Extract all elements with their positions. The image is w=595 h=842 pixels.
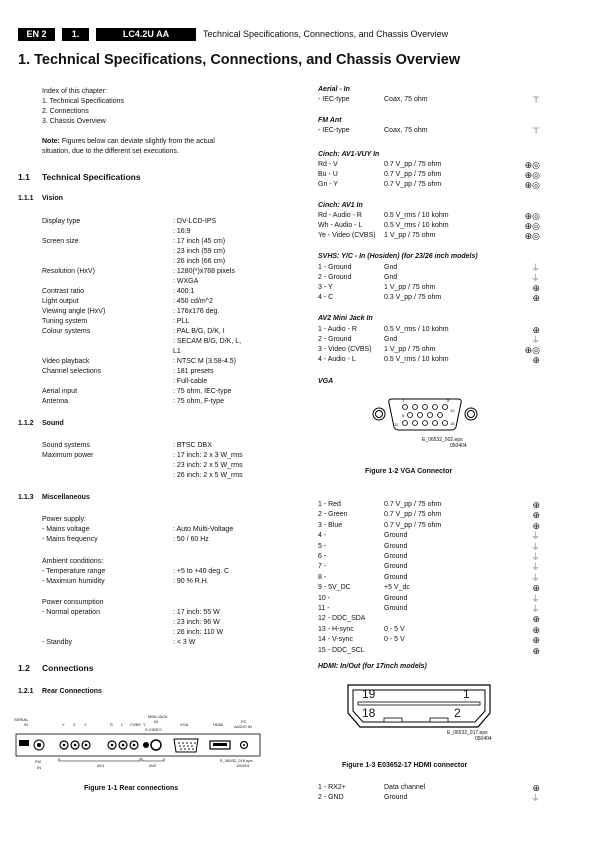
pin-desc: 0.7 V_pp / 75 ohm	[384, 171, 442, 178]
pin-desc: Ground	[384, 794, 408, 801]
table-title: FM Ant	[318, 117, 342, 124]
pin-name: 2 - Ground	[318, 274, 352, 281]
pin-desc: +5 V_dc	[384, 584, 410, 592]
pin-desc: 0.5 V_rms / 10 kohm	[384, 326, 449, 333]
pin-name: 2 - Ground	[318, 336, 352, 343]
hdmi-connector-figure	[340, 683, 500, 748]
hdmi-pin-label: 1	[463, 687, 470, 701]
spec-row	[42, 451, 292, 461]
spec-value: : PAL B/G, D/K, I	[173, 328, 225, 335]
spec-label: Screen size	[42, 238, 79, 245]
pin-desc: 1 V_pp / 75 ohm	[384, 232, 436, 239]
spec-value: : 16:9	[173, 228, 191, 235]
pin-name: 3 - Blue	[318, 521, 343, 529]
vga-pin-label: 10	[450, 408, 455, 413]
spec-row	[42, 347, 292, 357]
table-title: AV2 Mini Jack In	[318, 315, 373, 322]
pin-name: 7 -	[318, 563, 327, 571]
ground-icon: ⏚	[530, 604, 540, 614]
spec-label: Display type	[42, 218, 81, 225]
label-serial-in: IN	[24, 722, 28, 727]
section-title: Connections	[42, 663, 94, 673]
pin-name: 3 - Video (CVBS)	[318, 346, 372, 353]
pin-desc: 1 V_pp / 75 ohm	[384, 284, 436, 291]
vga-pin-label: 11	[394, 422, 399, 427]
pin-desc: 0.5 V_rms / 10 kohm	[384, 356, 449, 363]
pin-name: 4 - C	[318, 294, 334, 301]
spec-value: : 75 ohm, F-type	[173, 398, 224, 405]
cinch-icon: ⊕◎	[524, 170, 540, 180]
pin-desc: Ground	[384, 553, 408, 560]
spec-value: : NTSC M (3.58-4.5)	[173, 358, 237, 365]
ground-icon: ⏚	[530, 335, 540, 345]
pin-desc: 0.7 V_pp / 75 ohm	[384, 181, 442, 188]
jack-icon: ⊕	[532, 614, 540, 625]
table-title: Cinch: AV1-VUY In	[318, 151, 380, 158]
spec-value: : 90 % R.H.	[173, 578, 209, 585]
spec-value: : 17 inch: 2 x 3 W_rms	[173, 452, 243, 459]
spec-label: Channel selections	[42, 368, 102, 375]
spec-value: : 450 cd/m^2	[173, 298, 213, 305]
spec-value: : Auto Multi-Voltage	[173, 526, 234, 533]
spec-row	[42, 297, 292, 307]
spec-label: - Normal operation	[42, 609, 100, 616]
jack-icon: ⊕	[532, 500, 540, 510]
pin-desc: Ground	[384, 542, 408, 550]
spec-value: : 400:1	[173, 288, 195, 295]
spec-row	[42, 357, 292, 367]
pin-name: Bu - U	[318, 171, 338, 178]
label-l: L	[121, 722, 124, 727]
pin-name: 6 -	[318, 553, 327, 560]
spec-value: : 176x176 deg.	[173, 308, 220, 315]
spec-label: Maximum power	[42, 452, 94, 459]
section-number: 1.1	[18, 172, 30, 182]
pin-desc: 0 - 5 V	[384, 636, 405, 644]
vga-pin-label: 15	[450, 421, 455, 426]
spec-value: : 26 inch (66 cm)	[173, 258, 226, 265]
vga-date: 050404	[450, 443, 467, 449]
pin-desc: 0.7 V_pp / 75 ohm	[384, 511, 442, 519]
pin-desc: 0.7 V_pp / 75 ohm	[384, 521, 442, 529]
spec-label: Tuning system	[42, 318, 88, 325]
subsection-title: Sound	[42, 420, 64, 427]
table-title: Aerial - In	[318, 86, 350, 93]
pin-desc: Gnd	[384, 336, 398, 343]
ground-icon: ⏚	[530, 531, 540, 542]
spec-value: : WXGA	[173, 278, 199, 285]
spec-row	[42, 227, 292, 237]
subsection-number: 1.1.2	[18, 420, 34, 427]
spec-value: : +5 to +40 deg. C	[173, 568, 230, 575]
spec-value: : 75 ohm, IEC-type	[173, 388, 232, 395]
label-y2: Y	[84, 722, 87, 727]
vga-pin-label: 1	[402, 398, 405, 403]
spec-value: : 1280(*)x768 pixels	[173, 268, 235, 275]
model-code: LC4.2U AA	[96, 28, 196, 41]
jack-icon: ⊕	[532, 293, 540, 303]
jack-icon: ⊕	[532, 325, 540, 335]
ground-icon: ⏚	[530, 273, 540, 283]
ground-icon: ⏚	[530, 552, 540, 562]
pin-name: 1 - Audio - R	[318, 326, 357, 333]
spec-row	[42, 307, 292, 317]
spec-label: Colour systems	[42, 328, 91, 335]
pin-name: 14 - V-sync	[318, 636, 354, 644]
spec-value: : 181 presets	[173, 368, 214, 375]
subsection-number: 1.2.1	[18, 688, 34, 695]
label-fm-in: IN	[37, 765, 41, 770]
spec-value: : 26 inch: 2 x 5 W_rms	[173, 472, 243, 479]
spec-value: : 17 inch (45 cm)	[173, 238, 226, 245]
vga-caption: Figure 1-2 VGA Connector	[365, 468, 453, 475]
cinch-icon: ⊕◎	[524, 231, 540, 241]
spec-row	[42, 377, 292, 387]
pin-desc: 0 - 5 V	[384, 625, 405, 633]
jack-icon: ⊕	[532, 520, 540, 531]
hdmi-eps: E_06532_017.eps	[447, 730, 488, 736]
label-av1: AV1	[97, 763, 105, 768]
spec-row	[42, 441, 292, 451]
hdmi-pin-label: 18	[362, 706, 376, 720]
rear-connections-figure	[14, 712, 264, 772]
label-serial: SERIAL	[14, 717, 29, 722]
pin-name: Rd - Audio - R	[318, 212, 362, 219]
spec-row	[42, 397, 292, 407]
note-line2: situation, due to the different set executions.	[42, 148, 179, 155]
label-fm: FM	[35, 759, 41, 764]
spec-label: - Maximum humidity	[42, 578, 105, 585]
pin-desc: 0.5 V_rms / 10 kohm	[384, 212, 449, 219]
pin-name: Gn - Y	[318, 181, 339, 188]
pin-name: 4 -	[318, 532, 327, 540]
table-title: SVHS: Y/C - In (Hosiden) (for 23/26 inch models)	[318, 253, 478, 260]
spec-label: - Mains frequency	[42, 536, 98, 543]
spec-row	[42, 471, 292, 481]
jack-icon: ⊕	[532, 355, 540, 365]
label-pc: PC	[241, 719, 247, 724]
vga-eps: E_06532_002.eps	[422, 437, 463, 443]
jack-icon: ⊕	[532, 645, 540, 656]
cinch-icon: ⊕◎	[524, 160, 540, 170]
section-number: 1.2	[18, 663, 30, 673]
spec-row	[42, 317, 292, 327]
vga-connector-figure	[370, 394, 480, 454]
pin-name: 15 - DDC_SCL	[318, 646, 365, 654]
label-audio-in: AUDIO IN	[234, 724, 252, 729]
spec-value: : DV-LCD-IPS	[173, 218, 217, 225]
spec-label: Viewing angle (HxV)	[42, 308, 106, 315]
power-supply-heading: Power supply:	[42, 516, 86, 523]
pin-desc: 1 V_pp / 75 ohm	[384, 346, 436, 353]
hdmi-pin-label: 19	[362, 687, 376, 701]
hdmi-caption: Figure 1-3 E03652-17 HDMI connector	[342, 762, 468, 769]
pin-desc: 0.7 V_pp / 75 ohm	[384, 161, 442, 168]
label-vga: VGA	[180, 722, 189, 727]
label-cvbs: CVBS	[130, 722, 141, 727]
index-item: 3. Chassis Overview	[42, 118, 106, 125]
table-title: VGA	[318, 378, 334, 385]
pin-desc: Coax, 75 ohm	[384, 96, 428, 103]
spec-value: : < 3 W	[173, 639, 196, 646]
note: Note: Figures below can deviate slightly from the actual	[42, 138, 215, 145]
spec-value: : 23 inch: 2 x 5 W_rms	[173, 462, 243, 469]
pin-name: - IEC-type	[318, 127, 350, 134]
label-svideo: S-VIDEO	[145, 727, 162, 732]
spec-value: : SECAM B/G, D/K, L,	[173, 338, 242, 345]
pin-desc: Coax, 75 ohm	[384, 127, 428, 134]
pin-desc: 0.5 V_rms / 10 kohm	[384, 222, 449, 229]
spec-row	[42, 337, 292, 347]
pin-desc: Gnd	[384, 274, 398, 281]
cinch-icon: ⊕◎	[524, 211, 540, 221]
spec-label: - Standby	[42, 639, 72, 646]
figure-date: 110404	[236, 763, 250, 768]
spec-row	[42, 247, 292, 257]
spec-value: : PLL	[173, 318, 190, 325]
ground-icon: ⏚	[530, 572, 540, 583]
pin-name: 2 - Green	[318, 511, 348, 519]
consumption-heading: Power consumption	[42, 599, 104, 606]
spec-value: L1	[173, 348, 181, 355]
pin-name: Wh - Audio - L	[318, 222, 363, 229]
spec-row	[42, 387, 292, 397]
cinch-icon: ⊕◎	[524, 345, 540, 355]
pin-desc: Ground	[384, 605, 408, 612]
cinch-icon: ⊕◎	[524, 180, 540, 190]
pin-desc: 0.7 V_pp / 75 ohm	[384, 501, 442, 508]
table-title: Cinch: AV1 In	[318, 202, 363, 209]
pin-desc: Ground	[384, 532, 408, 540]
header-title: Technical Specifications, Connections, and Chassis Overview	[203, 29, 449, 39]
pin-name: Ye - Video (CVBS)	[318, 232, 376, 239]
label-r: R	[110, 722, 113, 727]
spec-row	[42, 257, 292, 267]
pin-desc: Gnd	[384, 264, 398, 271]
spec-label: Light output	[42, 298, 79, 305]
jack-icon: ⊕	[532, 624, 540, 635]
label-mini-jack: MINI JACK	[148, 714, 168, 719]
spec-label: Video playback	[42, 358, 90, 365]
antenna-icon: ⊤	[532, 95, 540, 105]
figure-eps: E_06532_018.eps	[220, 758, 253, 763]
jack-icon: ⊕	[532, 783, 540, 793]
pin-name: 5 -	[318, 542, 327, 550]
spec-label: - Mains voltage	[42, 526, 90, 533]
pin-name: 9 - 5V_DC	[318, 584, 351, 592]
pin-name: Rd - V	[318, 161, 338, 168]
jack-icon: ⊕	[532, 283, 540, 293]
label-c: C	[73, 722, 76, 727]
cinch-icon: ⊕◎	[524, 221, 540, 231]
ground-icon: ⏚	[530, 541, 540, 552]
jack-icon: ⊕	[532, 510, 540, 521]
pin-desc: Ground	[384, 563, 408, 571]
index-item: 1. Technical Specifications	[42, 98, 124, 105]
ground-icon: ⏚	[530, 263, 540, 273]
index-item: 2. Connections	[42, 108, 89, 115]
spec-value: : 26 inch: 110 W	[173, 629, 224, 636]
spec-label: Resolution (HxV)	[42, 268, 95, 275]
section-title: Technical Specifications	[42, 172, 141, 182]
pin-name: 1 - Ground	[318, 264, 352, 271]
pin-name: 1 - Red	[318, 501, 341, 508]
pin-name: 4 - Audio - L	[318, 356, 356, 363]
subsection-title: Vision	[42, 195, 63, 202]
label-y: Y	[62, 722, 65, 727]
spec-value: : 23 inch: 96 W	[173, 619, 220, 626]
index-heading: Index of this chapter:	[42, 88, 107, 95]
hdmi-date: 050404	[475, 736, 492, 742]
ground-icon: ⏚	[530, 562, 540, 573]
pin-name: 11 -	[318, 605, 330, 612]
label-av2: AV2	[149, 763, 157, 768]
pin-name: 12 - DDC_SDA	[318, 615, 366, 623]
spec-label: Aerial input	[42, 388, 78, 395]
spec-row	[42, 287, 292, 297]
label-mini-jack-in: IN	[154, 719, 158, 724]
spec-value: : 23 inch (59 cm)	[173, 248, 226, 255]
spec-value: : Full-cable	[173, 378, 208, 385]
spec-label: - Temperature range	[42, 568, 106, 575]
antenna-icon: ⊤	[532, 126, 540, 136]
pin-desc: Data channel	[384, 784, 426, 791]
chapter-number: 1.	[62, 28, 89, 41]
spec-row	[42, 267, 292, 277]
subsection-number: 1.1.1	[18, 195, 34, 202]
subsection-number: 1.1.3	[18, 494, 34, 501]
spec-row	[42, 367, 292, 377]
pin-name: 2 - GND	[318, 794, 344, 801]
pin-desc: Ground	[384, 594, 408, 602]
spec-row	[42, 461, 292, 471]
spec-row	[42, 237, 292, 247]
vga-connector-drawing	[370, 394, 480, 434]
hdmi-pin-label: 2	[454, 706, 461, 720]
spec-value: : 17 inch: 55 W	[173, 609, 220, 616]
chapter-title: 1. Technical Specifications, Connections, and Chassis Overview	[18, 52, 461, 68]
subsection-title: Miscellaneous	[42, 494, 90, 501]
pin-desc: 0.3 V_pp / 75 ohm	[384, 294, 442, 301]
pin-name: 8 -	[318, 573, 327, 581]
vga-pin-label: 6	[402, 413, 405, 418]
pin-name: 13 - H-sync	[318, 625, 354, 633]
spec-label: Contrast ratio	[42, 288, 85, 295]
pin-name: 1 - RX2+	[318, 784, 346, 791]
spec-label: Antenna	[42, 398, 69, 405]
pin-desc: Ground	[384, 573, 408, 581]
label-y3: Y	[143, 722, 146, 727]
label-hdmi: HDMI	[213, 722, 224, 727]
vga-pin-label: 5	[447, 398, 450, 403]
spec-row	[42, 327, 292, 337]
rear-panel-drawing	[14, 712, 264, 772]
pin-name: 10 -	[318, 594, 331, 602]
spec-row	[42, 217, 292, 227]
spec-row	[42, 277, 292, 287]
jack-icon: ⊕	[532, 583, 540, 594]
page-number: EN 2	[18, 28, 55, 41]
jack-icon: ⊕	[532, 635, 540, 646]
ground-icon: ⏚	[530, 793, 540, 803]
spec-value: : 50 / 60 Hz	[173, 536, 209, 543]
ambient-heading: Ambient conditions:	[42, 558, 104, 565]
spec-value: : BTSC DBX	[173, 442, 212, 449]
subsection-title: Rear Connections	[42, 688, 102, 695]
figure-caption: Figure 1-1 Rear connections	[84, 785, 179, 792]
pin-name: 3 - Y	[318, 284, 333, 291]
table-title: HDMI: In/Out (for 17inch models)	[318, 663, 427, 670]
spec-label: Sound systems	[42, 442, 90, 449]
pin-name: - IEC-type	[318, 96, 350, 103]
ground-icon: ⏚	[530, 593, 540, 604]
